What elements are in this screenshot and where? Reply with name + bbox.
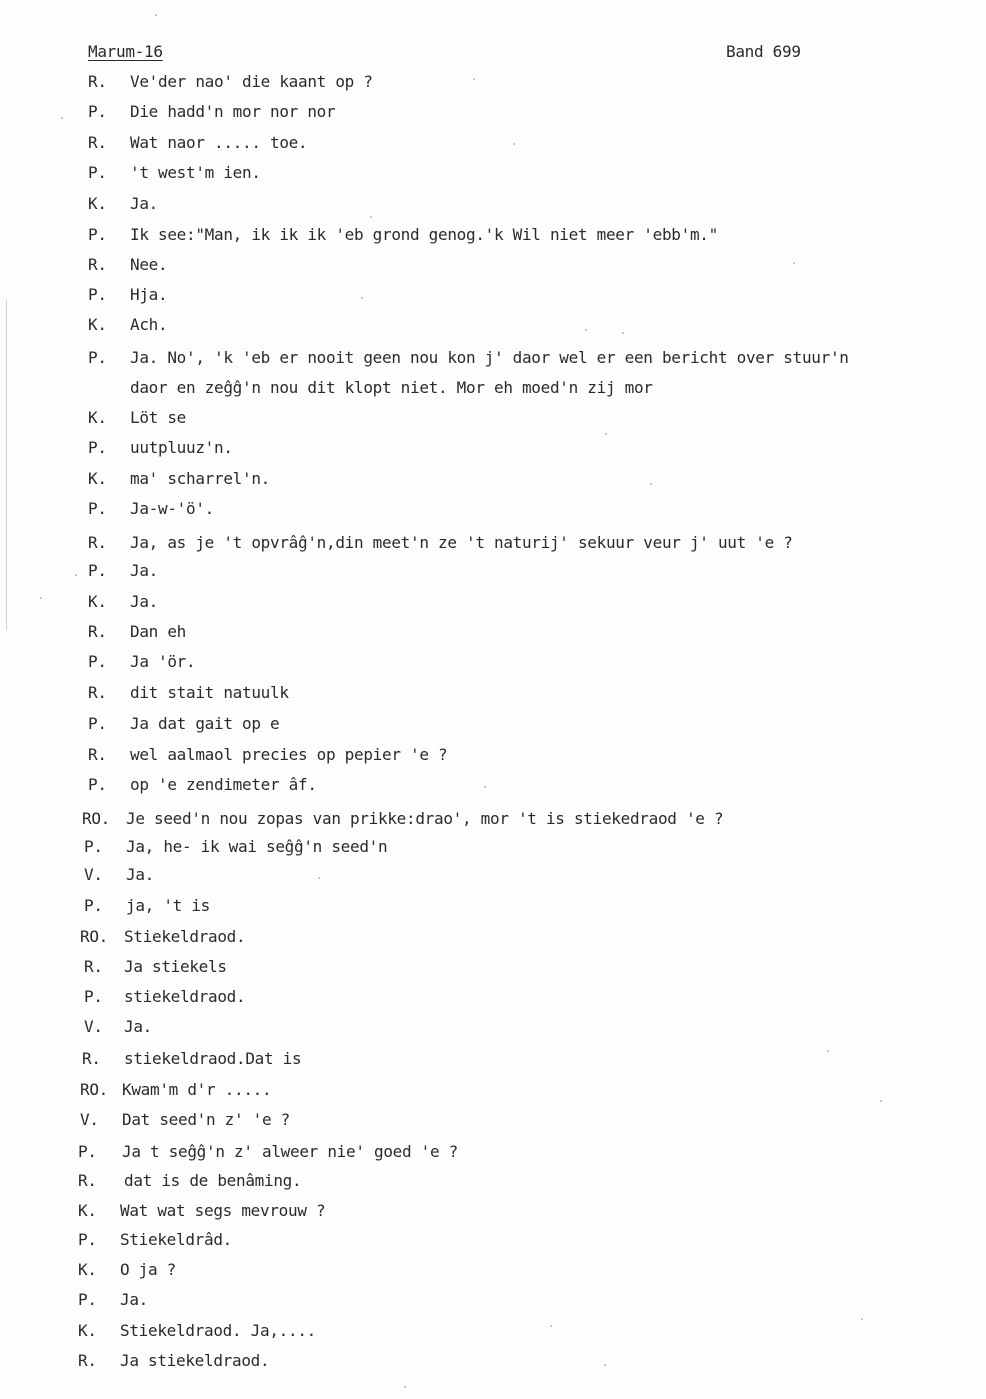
utterance-text: Hja.: [130, 285, 168, 304]
utterance-text: uutpluuz'n.: [130, 438, 233, 457]
scan-speck: [550, 1325, 552, 1327]
utterance-text: Wat naor ..... toe.: [130, 133, 308, 152]
scan-speck: [361, 297, 363, 299]
utterance-text: 't west'm ien.: [130, 163, 261, 182]
utterance-text: stiekeldraod.: [124, 987, 246, 1006]
utterance-text: Kwam'm d'r .....: [122, 1080, 272, 1099]
speaker-label: V.: [80, 1110, 99, 1129]
utterance-text: daor en zeĝĝ'n nou dit klopt niet. Mor eh moed'n zij mor: [130, 378, 653, 397]
transcript-line: [0, 102, 986, 124]
speaker-label: P.: [88, 225, 107, 244]
utterance-text: Ja.: [130, 194, 158, 213]
transcript-line: [0, 622, 986, 644]
utterance-text: wel aalmaol precies op pepier 'e ?: [130, 745, 448, 764]
transcript-line: [0, 927, 986, 949]
utterance-text: Ja dat gait op e: [130, 714, 280, 733]
speaker-label: P.: [88, 775, 107, 794]
speaker-label: P.: [88, 163, 107, 182]
utterance-text: Wat wat segs mevrouw ?: [120, 1201, 326, 1220]
transcript-line: [0, 469, 986, 491]
utterance-text: Ja stiekels: [124, 957, 227, 976]
transcript-line: [0, 499, 986, 521]
transcript-line: [0, 378, 986, 400]
speaker-label: R.: [82, 1049, 101, 1068]
speaker-label: P.: [88, 102, 107, 121]
utterance-text: Je seed'n nou zopas van prikke:drao', mor 't is stiekedraod 'e ?: [126, 809, 724, 828]
utterance-text: Löt se: [130, 408, 186, 427]
transcript-line: [0, 714, 986, 736]
speaker-label: K.: [88, 194, 107, 213]
utterance-text: stiekeldraod.Dat is: [124, 1049, 302, 1068]
scan-speck: [75, 574, 77, 576]
scan-speck: [622, 332, 624, 334]
speaker-label: RO.: [80, 1080, 108, 1099]
scan-speck: [61, 117, 63, 119]
scan-speck: [604, 1364, 606, 1366]
transcript-line: [0, 1290, 986, 1312]
transcript-line: [0, 255, 986, 277]
utterance-text: dit stait natuulk: [130, 683, 289, 702]
speaker-label: R.: [78, 1171, 97, 1190]
document-id: Marum-16: [88, 42, 163, 61]
speaker-label: P.: [88, 438, 107, 457]
speaker-label: K.: [78, 1201, 97, 1220]
speaker-label: P.: [78, 1230, 97, 1249]
transcript-line: [0, 225, 986, 247]
transcript-line: [0, 837, 986, 859]
transcript-line: [0, 1321, 986, 1343]
utterance-text: Ja t seĝĝ'n z' alweer nie' goed 'e ?: [122, 1142, 458, 1161]
speaker-label: P.: [88, 561, 107, 580]
speaker-label: P.: [88, 652, 107, 671]
speaker-label: P.: [78, 1142, 97, 1161]
speaker-label: R.: [78, 1351, 97, 1370]
scan-speck: [404, 1386, 406, 1388]
speaker-label: P.: [88, 285, 107, 304]
utterance-text: Ja, he- ik wai seĝĝ'n seed'n: [126, 837, 388, 856]
transcript-line: [0, 592, 986, 614]
utterance-text: Ja. No', 'k 'eb er nooit geen nou kon j' daor wel er een bericht over stuur'n: [130, 348, 849, 367]
scan-speck: [793, 262, 795, 264]
utterance-text: Ja.: [124, 1017, 152, 1036]
transcript-line: [0, 1142, 986, 1164]
transcript-line: [0, 72, 986, 94]
utterance-text: Ja, as je 't opvrâĝ'n,din meet'n ze 't naturij' sekuur veur j' uut 'e ?: [130, 533, 793, 552]
speaker-label: P.: [84, 896, 103, 915]
speaker-label: P.: [78, 1290, 97, 1309]
transcript-line: [0, 1201, 986, 1223]
speaker-label: R.: [88, 255, 107, 274]
transcript-line: [0, 533, 986, 555]
transcript-line: [0, 652, 986, 674]
scan-speck: [484, 786, 486, 788]
scan-speck: [585, 329, 587, 331]
speaker-label: P.: [84, 987, 103, 1006]
speaker-label: P.: [88, 714, 107, 733]
speaker-label: P.: [84, 837, 103, 856]
speaker-label: K.: [88, 408, 107, 427]
scan-speck: [861, 1318, 863, 1320]
scan-speck: [880, 1100, 882, 1102]
transcript-line: [0, 683, 986, 705]
tape-number: Band 699: [726, 42, 801, 61]
utterance-text: Ve'der nao' die kaant op ?: [130, 72, 373, 91]
utterance-text: Ja 'ör.: [130, 652, 196, 671]
utterance-text: Ik see:"Man, ik ik ik 'eb grond genog.'k Wil niet meer 'ebb'm.": [130, 225, 718, 244]
scan-speck: [650, 483, 652, 485]
utterance-text: ma' scharrel'n.: [130, 469, 270, 488]
utterance-text: Ja.: [126, 865, 154, 884]
transcript-line: [0, 285, 986, 307]
utterance-text: O ja ?: [120, 1260, 176, 1279]
speaker-label: RO.: [82, 809, 110, 828]
transcript-line: [0, 896, 986, 918]
transcript-line: [0, 315, 986, 337]
speaker-label: K.: [88, 469, 107, 488]
speaker-label: P.: [88, 499, 107, 518]
transcript-line: [0, 194, 986, 216]
transcript-line: [0, 809, 986, 831]
transcript-line: [0, 987, 986, 1009]
utterance-text: Ja.: [130, 561, 158, 580]
utterance-text: Dan eh: [130, 622, 186, 641]
speaker-label: K.: [78, 1321, 97, 1340]
utterance-text: dat is de benâming.: [124, 1171, 302, 1190]
transcript-line: [0, 1351, 986, 1373]
utterance-text: Die hadd'n mor nor nor: [130, 102, 336, 121]
transcript-line: [0, 1171, 986, 1193]
scan-speck: [155, 14, 157, 16]
speaker-label: R.: [88, 133, 107, 152]
transcript-line: [0, 133, 986, 155]
speaker-label: R.: [88, 683, 107, 702]
transcript-line: [0, 1110, 986, 1132]
scan-speck: [318, 877, 320, 879]
utterance-text: Stiekeldrâd.: [120, 1230, 232, 1249]
speaker-label: K.: [88, 315, 107, 334]
scan-speck: [827, 1050, 829, 1052]
transcript-line: [0, 561, 986, 583]
transcript-line: [0, 1230, 986, 1252]
scan-speck: [370, 216, 372, 218]
scan-speck: [513, 143, 515, 145]
transcript-line: [0, 865, 986, 887]
transcript-line: [0, 348, 986, 370]
scan-speck: [605, 433, 607, 435]
speaker-label: R.: [88, 745, 107, 764]
utterance-text: Stiekeldraod. Ja,....: [120, 1321, 316, 1340]
transcript-line: [0, 1080, 986, 1102]
utterance-text: Ja.: [120, 1290, 148, 1309]
transcript-line: [0, 438, 986, 460]
utterance-text: Ach.: [130, 315, 168, 334]
speaker-label: R.: [84, 957, 103, 976]
speaker-label: R.: [88, 533, 107, 552]
transcript-line: [0, 1049, 986, 1071]
transcript-line: [0, 745, 986, 767]
utterance-text: ja, 't is: [126, 896, 210, 915]
transcript-line: [0, 957, 986, 979]
utterance-text: op 'e zendimeter âf.: [130, 775, 317, 794]
scan-speck: [40, 597, 42, 599]
speaker-label: K.: [78, 1260, 97, 1279]
transcript-line: [0, 775, 986, 797]
transcript-line: [0, 1260, 986, 1282]
speaker-label: P.: [88, 348, 107, 367]
transcript-line: [0, 163, 986, 185]
speaker-label: R.: [88, 72, 107, 91]
utterance-text: Stiekeldraod.: [124, 927, 246, 946]
utterance-text: Nee.: [130, 255, 168, 274]
utterance-text: Dat seed'n z' 'e ?: [122, 1110, 290, 1129]
speaker-label: R.: [88, 622, 107, 641]
utterance-text: Ja stiekeldraod.: [120, 1351, 270, 1370]
transcript-line: [0, 1017, 986, 1039]
speaker-label: V.: [84, 865, 103, 884]
speaker-label: RO.: [80, 927, 108, 946]
scan-speck: [473, 78, 475, 80]
speaker-label: V.: [84, 1017, 103, 1036]
transcript-line: [0, 408, 986, 430]
utterance-text: Ja.: [130, 592, 158, 611]
speaker-label: K.: [88, 592, 107, 611]
utterance-text: Ja-w-'ö'.: [130, 499, 214, 518]
